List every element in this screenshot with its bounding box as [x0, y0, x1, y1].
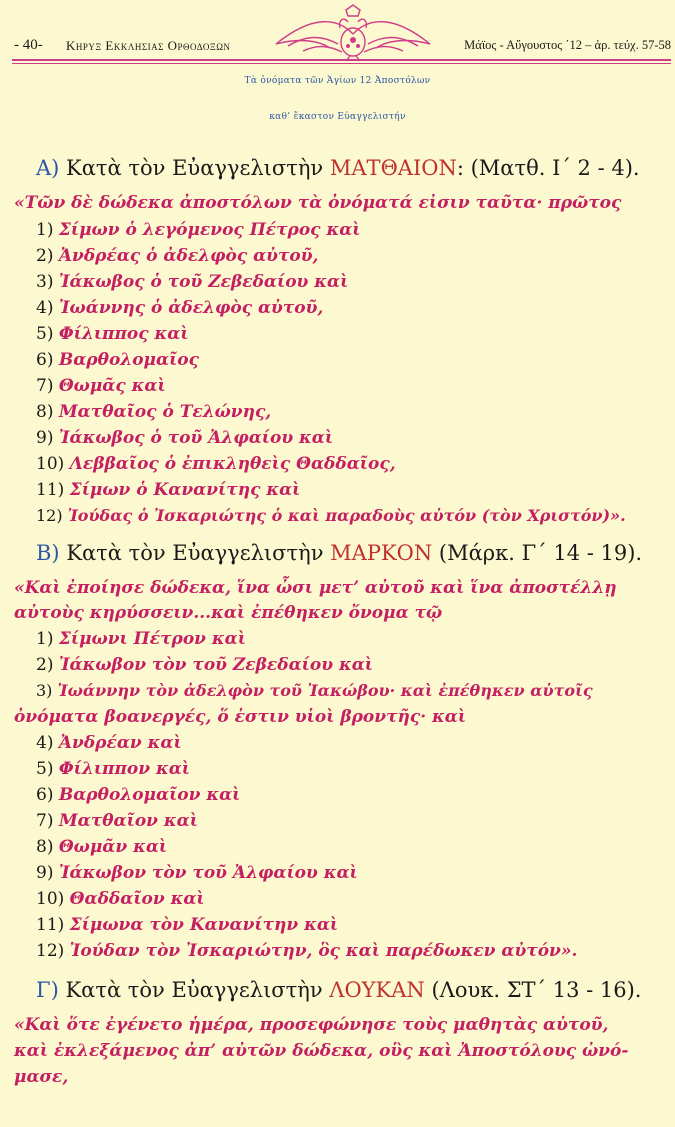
list-item: 1) Σίμων ὁ λεγόμενος Πέτρος καὶ [36, 220, 361, 240]
section-heading-mark [36, 541, 642, 565]
title-line-1: Τὰ ὀνόματα τῶν Ἁγίων 12 Ἀποστόλων [244, 76, 431, 86]
page-header [0, 0, 675, 62]
page-number: - 40- [14, 37, 43, 53]
quote-line: «Τῶν δὲ δώδεκα ἀποστόλων τὰ ὀνόματά εἰσιν ταῦτα· πρῶτος [14, 193, 622, 213]
title-line-2: καθ’ ἕκαστον Εὐαγγελιστήν [269, 112, 406, 122]
double-headed-eagle-icon [268, 4, 438, 62]
list-item: 6) Βαρθολομαῖος [36, 350, 199, 370]
list-item: 12) Ἰούδας ὁ Ἰσκαριώτης ὁ καὶ παραδοὺς αὐτόν (τὸν Χριστόν)». [36, 506, 626, 525]
journal-title: Κηρυξ Εκκλησιας Ορθοδοξων [66, 38, 231, 53]
issue-info: Μάϊος - Αὔγουστος ΄12 – ἀρ. τεύχ. 57-58 [464, 38, 671, 52]
quote-line: καὶ ἐκλεξάμενος ἀπ’ αὐτῶν δώδεκα, οὓς καὶ Ἀποστόλους ὠνό- [14, 1041, 629, 1061]
list-item: 10) Θαδδαῖον καὶ [36, 889, 205, 909]
section-heading-matthew [36, 156, 640, 180]
section-letter: Α) [36, 156, 60, 180]
list-item: 12) Ἰούδαν τὸν Ἰσκαριώτην, ὃς καὶ παρέδωκεν αὐτόν». [36, 941, 578, 961]
list-item: 11) Σίμων ὁ Κανανίτης καὶ [36, 480, 301, 500]
section-prefix: Κατὰ τὸν Εὐαγγελιστὴν [66, 541, 324, 565]
section-letter: Γ) [36, 978, 59, 1002]
list-item: 9) Ἰάκωβον τὸν τοῦ Ἀλφαίου καὶ [36, 863, 358, 883]
section-heading-luke [36, 978, 642, 1002]
quote-line: μασε, [14, 1067, 69, 1087]
evangelist-name: ΛΟΥΚΑΝ [329, 978, 425, 1002]
section-prefix: Κατὰ τὸν Εὐαγγελιστὴν [66, 156, 324, 180]
header-rule-thin [12, 63, 671, 64]
list-item: 11) Σίμωνα τὸν Κανανίτην καὶ [36, 915, 339, 935]
list-item: 1) Σίμωνι Πέτρον καὶ [36, 629, 246, 649]
list-item: 4) Ἀνδρέαν καὶ [36, 733, 182, 753]
list-item: 2) Ἀνδρέας ὁ ἀδελφὸς αὐτοῦ, [36, 246, 319, 266]
list-item-continuation: ὀνόματα βοανεργές, ὅ ἐστιν υἱοὶ βροντῆς· καὶ [14, 707, 467, 727]
list-item: 7) Θωμᾶς καὶ [36, 376, 166, 396]
scripture-reference: : (Ματθ. Ι΄ 2 - 4). [456, 156, 640, 180]
list-item: 3) Ἰάκωβος ὁ τοῦ Ζεβεδαίου καὶ [36, 272, 349, 292]
list-item: 4) Ἰωάννης ὁ ἀδελφὸς αὐτοῦ, [36, 298, 324, 318]
evangelist-name: ΜΑΤΘΑΙΟΝ [329, 156, 457, 180]
list-item: 5) Φίλιππον καὶ [36, 759, 191, 779]
quote-line: αὐτοὺς κηρύσσειν...καὶ ἐπέθηκεν ὄνομα τῷ [14, 603, 443, 623]
header-rule [12, 59, 671, 61]
list-item: 9) Ἰάκωβος ὁ τοῦ Ἀλφαίου καὶ [36, 428, 334, 448]
section-letter: Β) [36, 541, 60, 565]
quote-line: «Καὶ ὅτε ἐγένετο ἡμέρα, προσεφώνησε τοὺς μαθητὰς αὐτοῦ, [14, 1015, 609, 1035]
evangelist-name: ΜΑΡΚΟΝ [330, 541, 433, 565]
scripture-reference: (Μάρκ. Γ΄ 14 - 19). [432, 541, 643, 565]
list-item: 6) Βαρθολομαῖον καὶ [36, 785, 241, 805]
list-item: 3) Ἰωάννην τὸν ἀδελφὸν τοῦ Ἰακώβου· καὶ ἐπέθηκεν αὐτοῖς [36, 681, 593, 700]
list-item: 2) Ἰάκωβον τὸν τοῦ Ζεβεδαίου καὶ [36, 655, 374, 675]
list-item: 8) Ματθαῖος ὁ Τελώνης, [36, 402, 272, 422]
list-item: 7) Ματθαῖον καὶ [36, 811, 198, 831]
list-item: 5) Φίλιππος καὶ [36, 324, 189, 344]
list-item: 10) Λεββαῖος ὁ ἐπικληθεὶς Θαδδαῖος, [36, 454, 396, 474]
section-prefix: Κατὰ τὸν Εὐαγγελιστὴν [65, 978, 323, 1002]
quote-line: «Καὶ ἐποίησε δώδεκα, ἵνα ὦσι μετ’ αὐτοῦ καὶ ἵνα ἀποστέλλῃ [14, 578, 617, 598]
list-item: 8) Θωμᾶν καὶ [36, 837, 168, 857]
scripture-reference: (Λουκ. ΣΤ΄ 13 - 16). [424, 978, 642, 1002]
